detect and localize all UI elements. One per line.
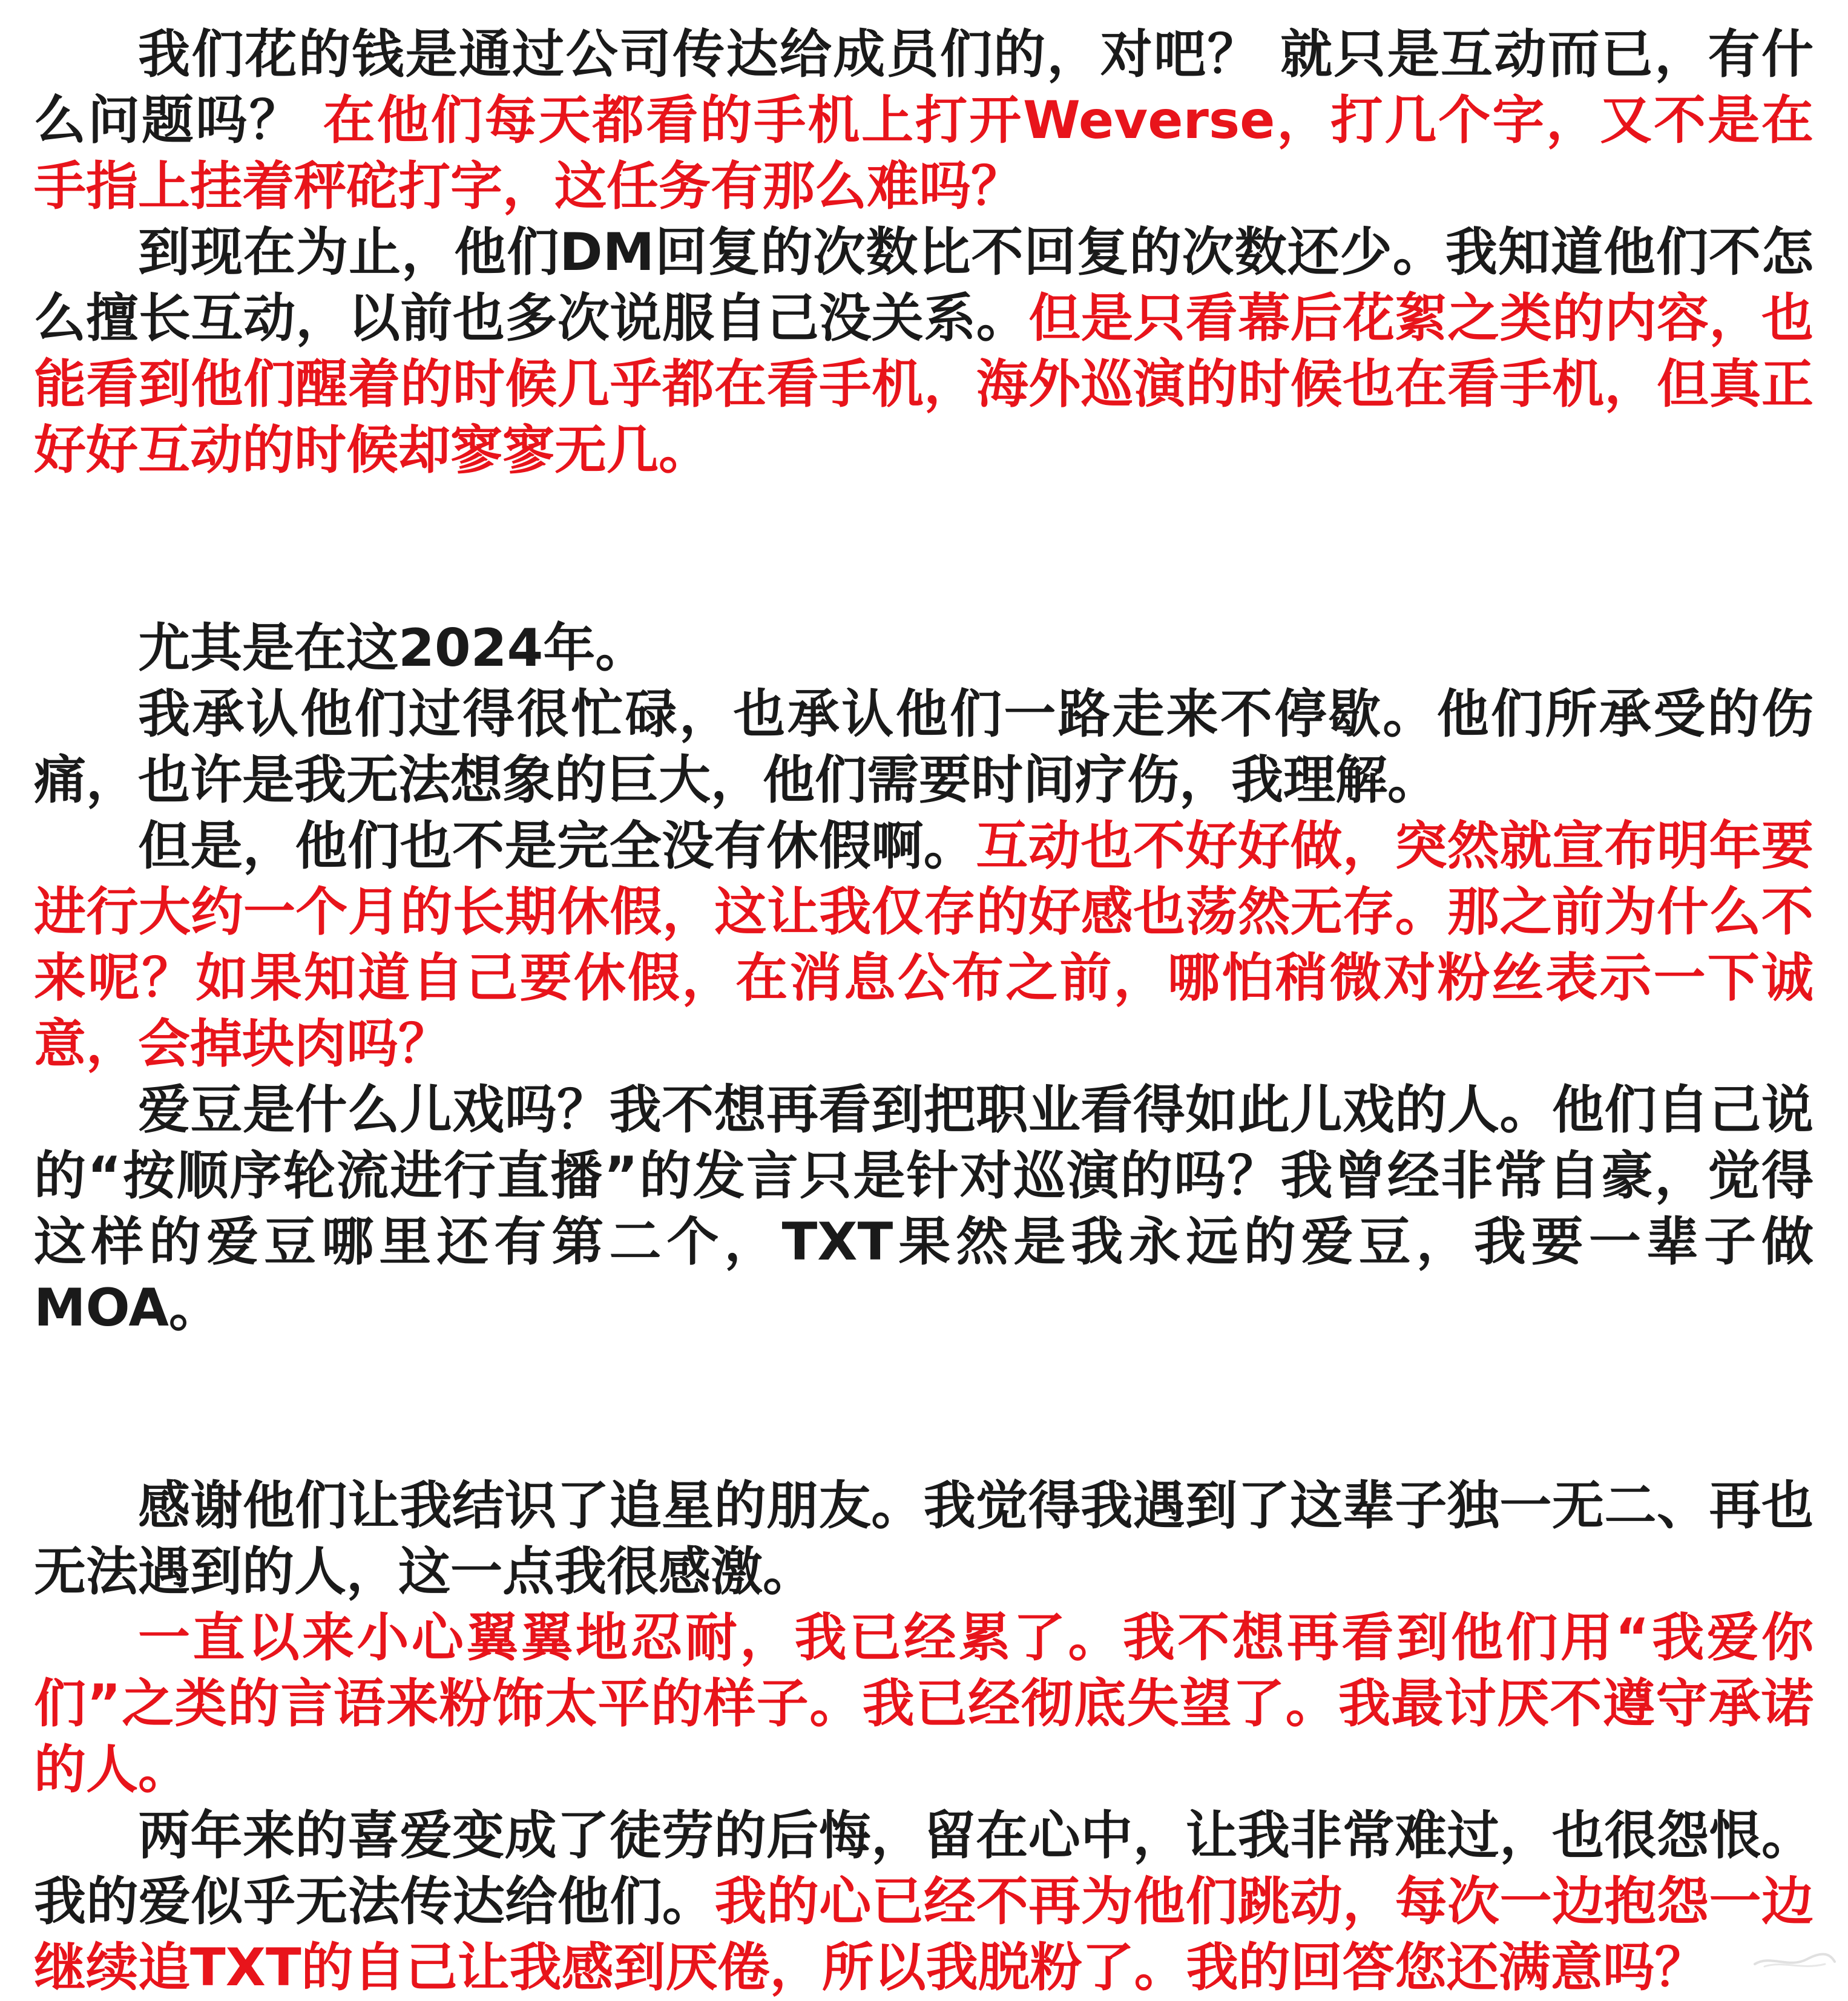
text-segment: 爱豆是什么儿戏吗？我不想再看到把职业看得如此儿戏的人。他们自己说的“按顺序轮流进行直播”的发言只是针对巡演的吗？我曾经非常自豪，觉得这样的爱豆哪里还有第二个，TXT果然是我永远的爱豆，我要一辈子做MOA。 <box>34 1080 1813 1338</box>
highlighted-text-segment: 我的心已经不再为他们跳动，每次一边抱怨一边继续追TXT的自己让我感到厌倦，所以我脱粉了。我的回答您还满意吗？ <box>34 1871 1814 1998</box>
text-segment: 感谢他们让我结识了追星的朋友。我觉得我遇到了这辈子独一无二、再也无法遇到的人，这一点我很感激。 <box>34 1476 1813 1602</box>
highlighted-text-segment: 在他们每天都看的手机上打开Weverse，打几个字，又不是在手指上挂着秤砣打字，这任务有那么难吗？ <box>34 90 1813 217</box>
paragraph-3 <box>34 616 1813 682</box>
paragraph-spacer <box>34 484 1813 616</box>
paragraph-5 <box>34 813 1813 1077</box>
text-segment: 我们花的钱是通过公司传达给成员们的，对吧？ 就只是互动而已，有什么问题吗？ <box>34 24 1813 151</box>
text-segment: 尤其是在这2024年。 <box>138 618 648 678</box>
paragraph-8 <box>34 1605 1813 1803</box>
paragraph-1 <box>34 22 1813 220</box>
text-segment: 但是，他们也不是完全没有休假啊。 <box>138 816 976 876</box>
highlighted-text-segment: 互动也不好好做，突然就宣布明年要进行大约一个月的长期休假，这让我仅存的好感也荡然无存。那之前为什么不来呢？如果知道自己要休假，在消息公布之前，哪怕稍微对粉丝表示一下诚意，会掉块肉吗？ <box>34 816 1814 1074</box>
paragraph-9 <box>34 1803 1813 2001</box>
paragraph-2 <box>34 220 1813 484</box>
paragraph-4 <box>34 682 1813 813</box>
paragraph-6 <box>34 1077 1813 1341</box>
paragraph-7 <box>34 1473 1813 1605</box>
text-segment: 我承认他们过得很忙碌，也承认他们一路走来不停歇。他们所承受的伤痛，也许是我无法想象的巨大，他们需要时间疗伤，我理解。 <box>34 684 1813 810</box>
paragraph-spacer <box>34 1341 1813 1473</box>
text-segment: 到现在为止，他们DM回复的次数比不回复的次数还少。我知道他们不怎么擅长互动，以前也多次说服自己没关系。 <box>34 222 1813 349</box>
highlighted-text-segment: 但是只看幕后花絮之类的内容，也能看到他们醒着的时候几乎都在看手机，海外巡演的时候也在看手机，但真正好好互动的时候却寥寥无几。 <box>34 288 1814 481</box>
highlighted-text-segment: 一直以来小心翼翼地忍耐，我已经累了。我不想再看到他们用“我爱你们”之类的言语来粉饰太平的样子。我已经彻底失望了。我最讨厌不遵守承诺的人。 <box>34 1608 1813 1800</box>
document-body <box>34 22 1813 2001</box>
watermark-icon <box>1752 1948 1837 1973</box>
text-segment: 两年来的喜爱变成了徒劳的后悔，留在心中，让我非常难过，也很怨恨。我的爱似乎无法传达给他们。 <box>34 1806 1813 1932</box>
